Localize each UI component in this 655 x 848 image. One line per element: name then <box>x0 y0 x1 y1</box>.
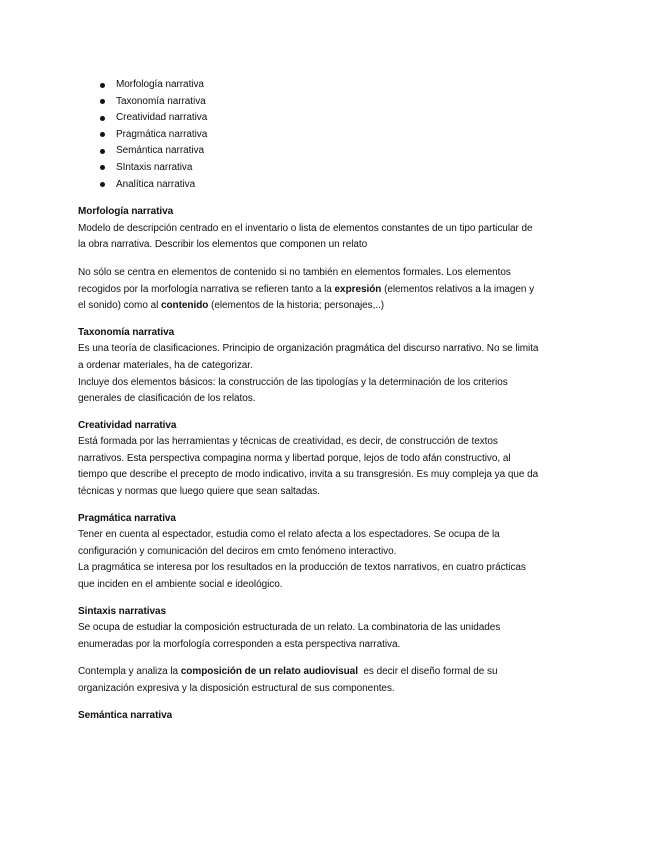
section-heading: Taxonomía narrativa <box>78 326 175 338</box>
paragraph <box>78 527 578 593</box>
text-fragment: es decir el diseño formal de su <box>357 666 498 678</box>
text-line: técnicas y normas que luego quiere que sean saltadas. <box>78 486 320 498</box>
list-item <box>78 177 578 194</box>
list-item <box>78 127 578 144</box>
list-item-label: Semántica narrativa <box>116 145 204 157</box>
section-heading: Creatividad narrativa <box>78 419 177 431</box>
text-line: enumeradas por la morfología corresponden a esta perspectiva narrativa. <box>78 638 401 650</box>
text-fragment: (elementos de la historia; personajes,..) <box>208 300 385 312</box>
section-heading: Pragmática narrativa <box>78 512 176 524</box>
text-line: organización expresiva y la disposición estructural de sus componentes. <box>78 683 395 694</box>
section-morfologia <box>78 204 578 315</box>
bullet-icon <box>100 149 105 154</box>
list-item-label: SIntaxis narrativa <box>116 161 193 173</box>
bullet-icon <box>100 99 105 104</box>
text-fragment: recogidos por la morfología narrativa se refieren tanto a la <box>78 283 335 295</box>
list-item <box>78 160 578 177</box>
bold-term: composición de un relato audiovisual <box>180 666 358 678</box>
section-creatividad <box>78 418 578 501</box>
text-line: que inciden en el ambiente social e ideológico. <box>78 579 283 591</box>
list-item <box>78 77 578 94</box>
list-item-label: Taxonomía narrativa <box>116 95 206 107</box>
paragraph <box>78 434 578 500</box>
text-line <box>78 282 578 299</box>
bullet-icon <box>100 132 105 137</box>
bullet-icon <box>100 182 105 187</box>
text-line <box>78 298 578 315</box>
text-line: Incluye dos elementos básicos: la construcción de las tipologías y la determinación de los criterios <box>78 376 508 388</box>
section-heading: Sintaxis narrativas <box>78 605 166 617</box>
list-item <box>78 110 578 127</box>
section-heading: Semántica narrativa <box>78 709 173 721</box>
paragraph <box>78 341 578 407</box>
list-item-label: Analítica narrativa <box>116 178 196 190</box>
list-item <box>78 143 578 160</box>
list-item-label: Creatividad narrativa <box>116 112 208 124</box>
bullet-icon <box>100 83 105 88</box>
section-semantica <box>78 708 578 725</box>
section-heading: Morfología narrativa <box>78 206 174 218</box>
text-line: la obra narrativa. Describir los elementos que componen un relato <box>78 239 368 251</box>
paragraph <box>78 265 578 315</box>
section-sintaxis <box>78 604 578 698</box>
text-line: Se ocupa de estudiar la composición estructurada de un relato. La combinatoria de las unidades <box>78 622 501 634</box>
text-line: a ordenar materiales, ha de categorizar. <box>78 359 253 371</box>
paragraph <box>78 664 578 697</box>
text-line: Está formada por las herramientas y técnicas de creatividad, es decir, de construcción de textos <box>78 436 498 448</box>
bold-term: expresión <box>334 283 382 295</box>
document-body <box>78 77 578 724</box>
list-item-label: Pragmática narrativa <box>116 128 208 140</box>
bullet-icon <box>100 116 105 121</box>
text-line: tiempo que describe el precepto de modo indicativo, invita a su transgresión. Es muy compleja ya que da <box>78 469 539 481</box>
paragraph <box>78 221 578 254</box>
text-line: No sólo se centra en elementos de contenido si no también en elementos formales. Los elementos <box>78 266 511 278</box>
list-item <box>78 94 578 111</box>
text-line: Es una teoría de clasificaciones. Principio de organización pragmática del discurso narrativo. No se limita <box>78 343 539 355</box>
section-taxonomia <box>78 325 578 408</box>
text-fragment: el sonido) como al <box>78 300 161 312</box>
bold-term: contenido <box>160 300 209 312</box>
text-fragment: (elementos relativos a la imagen y <box>381 283 535 295</box>
topic-list <box>78 77 578 193</box>
text-line <box>78 664 578 681</box>
text-line: configuración y comunicación del deciros em cmto fenómeno interactivo. <box>78 545 397 557</box>
text-line: generales de clasificación de los relatos. <box>78 393 256 405</box>
text-line: Modelo de descripción centrado en el inventario o lista de elementos constantes de un tipo particular de <box>78 222 533 234</box>
bullet-icon <box>100 165 105 170</box>
section-pragmatica <box>78 511 578 594</box>
text-line: narrativos. Esta perspectiva compagina norma y libertad porque, lejos de todo afán constructivo, al <box>78 452 511 464</box>
text-fragment: Contempla y analiza la <box>78 666 181 678</box>
paragraph <box>78 620 578 653</box>
text-line: La pragmática se interesa por los resultados en la producción de textos narrativos, en cuatro prácticas <box>78 562 526 574</box>
text-line: Tener en cuenta al espectador, estudia como el relato afecta a los espectadores. Se ocupa de la <box>78 529 500 541</box>
list-item-label: Morfología narrativa <box>116 79 204 90</box>
